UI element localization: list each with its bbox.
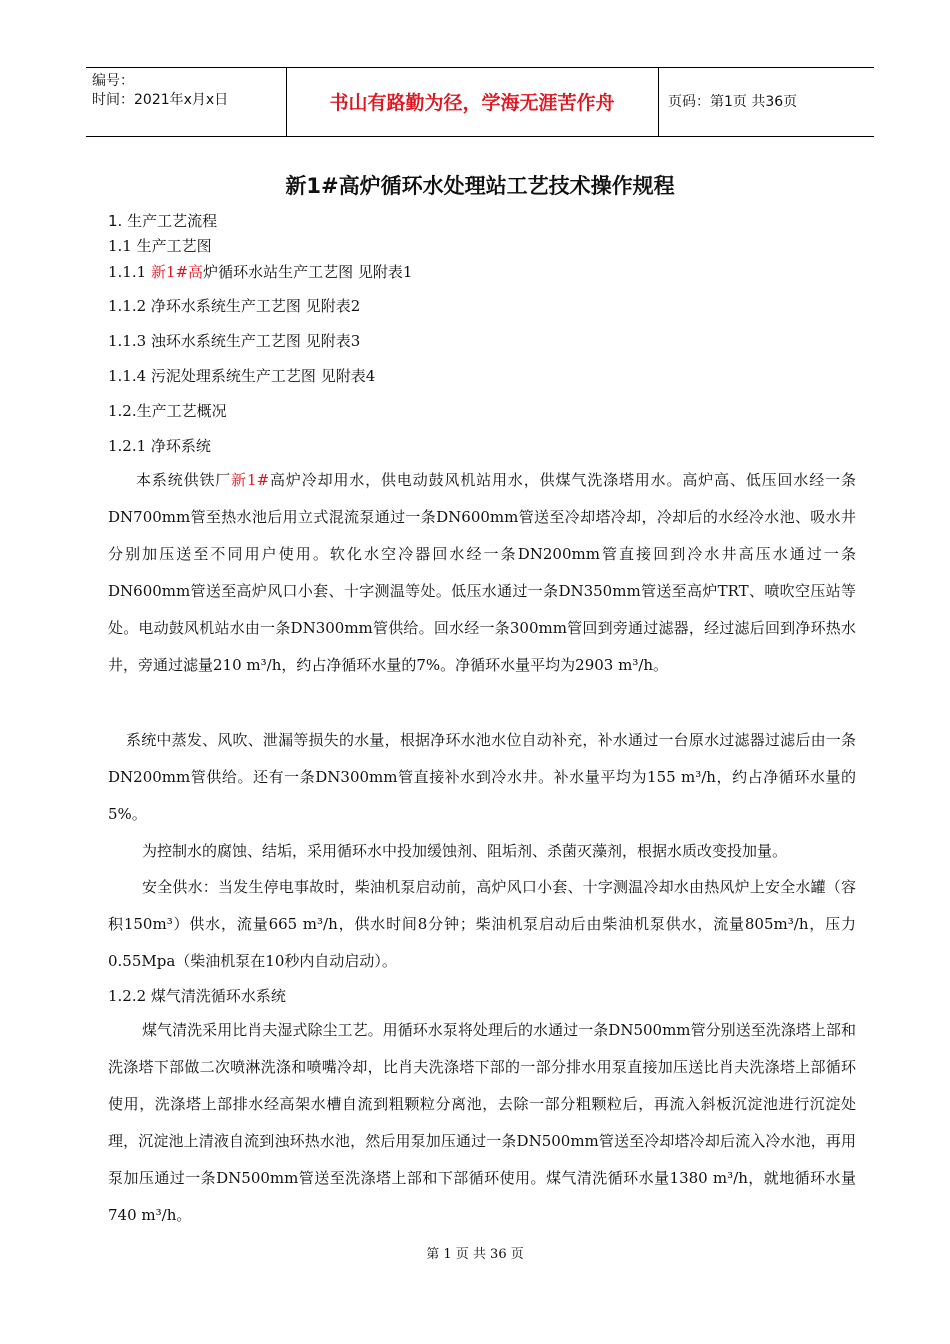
section-1-1-1-line: [108, 262, 412, 282]
document-title: 新1#高炉循环水处理站工艺技术操作规程: [285, 174, 675, 198]
section-1-2-2-heading: 1.2.2 煤气清洗循环水系统: [108, 987, 286, 1005]
paragraph-1-text-a: 本系统供铁厂: [136, 471, 232, 489]
paragraph-safety-water-supply: 安全供水：当发生停电事故时，柴油机泵启动前，高炉风口小套、十字测温冷却水由热风炉上安全水罐（容积150m³）供水，流量665 m³/h，供水时间8分钟；柴油机泵启动后由柴油机泵供水，流量805m³/h，压力0.55Mpa（柴油机泵在10秒内自动启动）。: [108, 878, 856, 970]
header-left-cell: [86, 68, 287, 136]
header-right-cell: [658, 68, 874, 136]
section-1-2-1-heading: 1.2.1 净环系统: [108, 437, 211, 455]
section-1-1-4-line: 1.1.4 污泥处理系统生产工艺图 见附表4: [108, 367, 376, 385]
section-1-1-1-prefix: 1.1.1: [108, 263, 151, 281]
header-page-info: 页码：第1页 共36页: [668, 94, 798, 110]
header-motto: 书山有路勤为径，学海无涯苦作舟: [329, 92, 615, 114]
document-number-label: 编号：: [92, 73, 134, 89]
paragraph-1-text-b: 高炉冷却用水，供电动鼓风机站用水，供煤气洗涤塔用水。高炉高、低压回水经一条DN700mm管至热水池后用立式混流泵通过一条DN600mm管送至冷却塔冷却，冷却后的水经冷水池、吸水井分别加压送至不同用户使用。软化水空冷器回水经一条DN200mm管直接回到冷水井高压水通过一条DN600mm管送至高炉风口小套、十字测温等处。低压水通过一条DN350mm管送至高炉TRT、喷吹空压站等处。电动鼓风机站水由一条DN300mm管供给。回水经一条300mm管回到旁通过滤器，经过滤后回到净环热水井，旁通过滤量210 m³/h，约占净循环水量的7%。净循环水量平均为2903 m³/h。: [108, 471, 856, 674]
header-middle-cell: [286, 68, 659, 136]
page-footer: 第 1 页 共 36 页: [426, 1247, 524, 1262]
paragraph-makeup-water: 系统中蒸发、风吹、泄漏等损失的水量，根据净环水池水位自动补充，补水通过一台原水过滤器过滤后由一条DN200mm管供给。还有一条DN300mm管直接补水到冷水井。补水量平均为155 m³/h，约占净循环水量的5%。: [108, 731, 856, 823]
paragraph-water-treatment: 为控制水的腐蚀、结垢，采用循环水中投加缓蚀剂、阻垢剂、杀菌灭藻剂，根据水质改变投加量。: [142, 842, 788, 860]
section-1-heading: 1. 生产工艺流程: [108, 212, 218, 230]
section-1-1-1-highlight: 新1#高: [150, 263, 204, 281]
document-time-label: 时间：2021年x月x日: [92, 92, 229, 108]
paragraph-gas-cleaning-system: 煤气清洗采用比肖夫湿式除尘工艺。用循环水泵将处理后的水通过一条DN500mm管分别送至洗涤塔上部和洗涤塔下部做二次喷淋洗涤和喷嘴冷却，比肖夫洗涤塔下部的一部分排水用泵直接加压送比肖夫洗涤塔上部循环使用，洗涤塔上部排水经高架水槽自流到粗颗粒分离池，去除一部分粗颗粒后，再流入斜板沉淀池进行沉淀处理，沉淀池上清液自流到浊环热水池，然后用泵加压通过一条DN500mm管送至冷却塔冷却后流入冷水池，再用泵加压通过一条DN500mm管送至洗涤塔上部和下部循环使用。煤气清洗循环水量1380 m³/h，就地循环水量740 m³/h。: [108, 1021, 856, 1224]
section-1-2-heading: 1.2.生产工艺概况: [108, 402, 227, 420]
section-1-1-3-line: 1.1.3 浊环水系统生产工艺图 见附表3: [108, 332, 361, 350]
section-1-1-2-line: 1.1.2 净环水系统生产工艺图 见附表2: [108, 297, 361, 315]
page-header: [86, 67, 874, 137]
section-1-1-1-text: 炉循环水站生产工艺图 见附表1: [203, 263, 413, 281]
section-1-1-heading: 1.1 生产工艺图: [108, 237, 212, 255]
paragraph-1-highlight: 新1#: [231, 471, 270, 489]
paragraph-closed-loop-system: [108, 462, 856, 684]
